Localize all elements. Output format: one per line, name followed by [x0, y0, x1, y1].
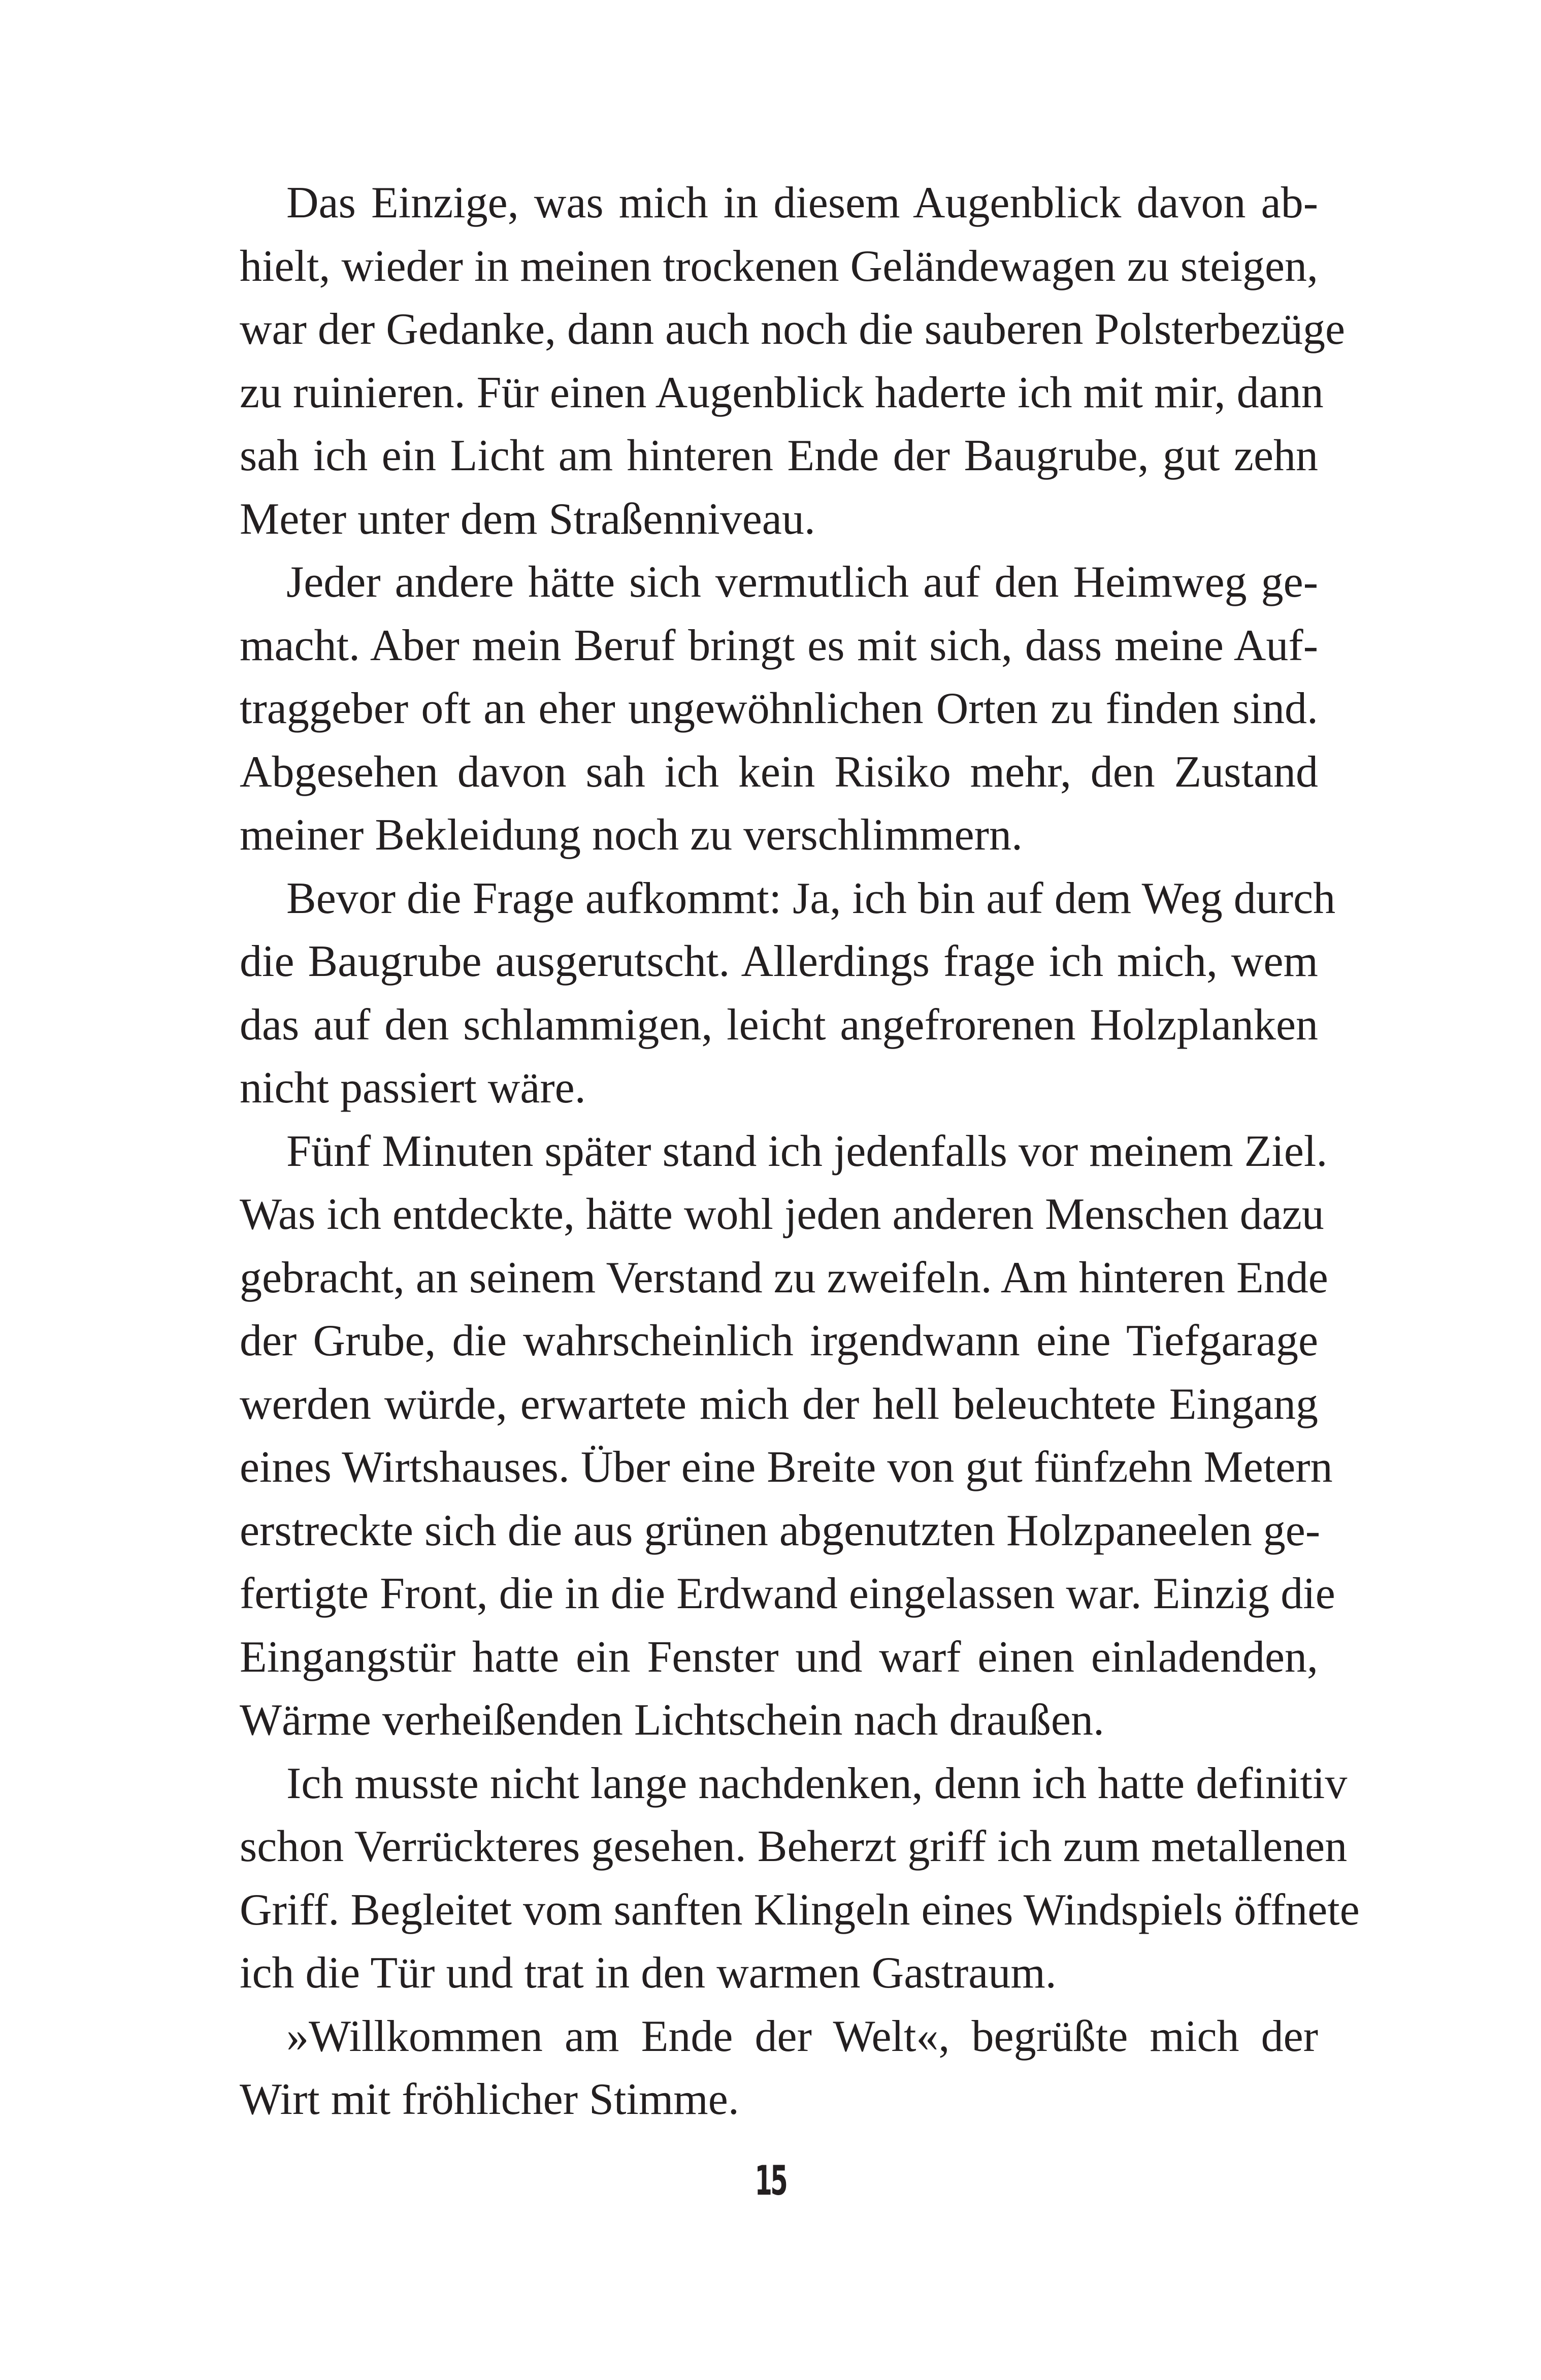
paragraph: [240, 551, 1318, 867]
text-line: Jeder andere hätte sich vermutlich auf den Heimweg ge-: [286, 558, 1318, 607]
page-number: 15: [755, 2157, 786, 2204]
paragraph: [240, 1120, 1335, 1752]
text-line: Was ich entdeckte, hätte wohl jeden anderen Menschen dazu: [240, 1190, 1324, 1239]
text-line: erstreckte sich die aus grünen abgenutzten Holzpaneelen ge-: [240, 1506, 1321, 1555]
text-line: Das Einzige, was mich in diesem Augenblick davon ab-: [286, 178, 1318, 227]
text-line: Wärme verheißenden Lichtschein nach draußen.: [240, 1696, 1104, 1745]
text-line: zu ruinieren. Für einen Augenblick haderte ich mit mir, dann: [240, 368, 1324, 417]
text-line: macht. Aber mein Beruf bringt es mit sich, dass meine Auf-: [240, 621, 1318, 670]
text-line: traggeber oft an eher ungewöhnlichen Orten zu finden sind.: [240, 684, 1318, 733]
text-line: Meter unter dem Straßenniveau.: [240, 494, 815, 544]
body-text: [240, 172, 1360, 2132]
text-line: fertigte Front, die in die Erdwand eingelassen war. Einzig die: [240, 1569, 1335, 1618]
text-line: Griff. Begleitet vom sanften Klingeln eines Windspiels öffnete: [240, 1885, 1360, 1935]
text-line: Fünf Minuten später stand ich jedenfalls vor meinem Ziel.: [286, 1126, 1328, 1176]
paragraph: [240, 2005, 1318, 2132]
text-line: Wirt mit fröhlicher Stimme.: [240, 2075, 739, 2124]
text-line: Eingangstür hatte ein Fenster und warf einen einladenden,: [240, 1632, 1318, 1682]
text-line: sah ich ein Licht am hinteren Ende der Baugrube, gut zehn: [240, 431, 1318, 480]
text-line: schon Verrückteres gesehen. Beherzt griff ich zum metallenen: [240, 1822, 1348, 1871]
text-line: Bevor die Frage aufkommt: Ja, ich bin auf dem Weg durch: [286, 873, 1336, 923]
paragraph: [240, 867, 1336, 1120]
text-line: eines Wirtshauses. Über eine Breite von gut fünfzehn Metern: [240, 1443, 1333, 1492]
text-line: Abgesehen davon sah ich kein Risiko mehr, den Zustand: [240, 747, 1318, 797]
text-line: nicht passiert wäre.: [240, 1063, 586, 1113]
text-line: der Grube, die wahrscheinlich irgendwann eine Tiefgarage: [240, 1316, 1318, 1365]
text-line: ich die Tür und trat in den warmen Gastraum.: [240, 1948, 1057, 1998]
paragraph: [240, 1752, 1360, 2005]
text-line: werden würde, erwartete mich der hell beleuchtete Eingang: [240, 1379, 1318, 1429]
text-line: war der Gedanke, dann auch noch die sauberen Polsterbezüge: [240, 305, 1346, 354]
text-line: Ich musste nicht lange nachdenken, denn ich hatte definitiv: [286, 1758, 1348, 1808]
text-line: meiner Bekleidung noch zu verschlimmern.: [240, 810, 1023, 860]
text-line: die Baugrube ausgerutscht. Allerdings frage ich mich, wem: [240, 937, 1318, 986]
text-line: das auf den schlammigen, leicht angefrorenen Holzplanken: [240, 1000, 1318, 1050]
text-line: hielt, wieder in meinen trockenen Geländewagen zu steigen,: [240, 241, 1318, 291]
text-line: gebracht, an seinem Verstand zu zweifeln. Am hinteren Ende: [240, 1253, 1328, 1302]
text-line: »Willkommen am Ende der Welt«, begrüßte mich der: [286, 2011, 1318, 2061]
paragraph: [240, 172, 1346, 551]
